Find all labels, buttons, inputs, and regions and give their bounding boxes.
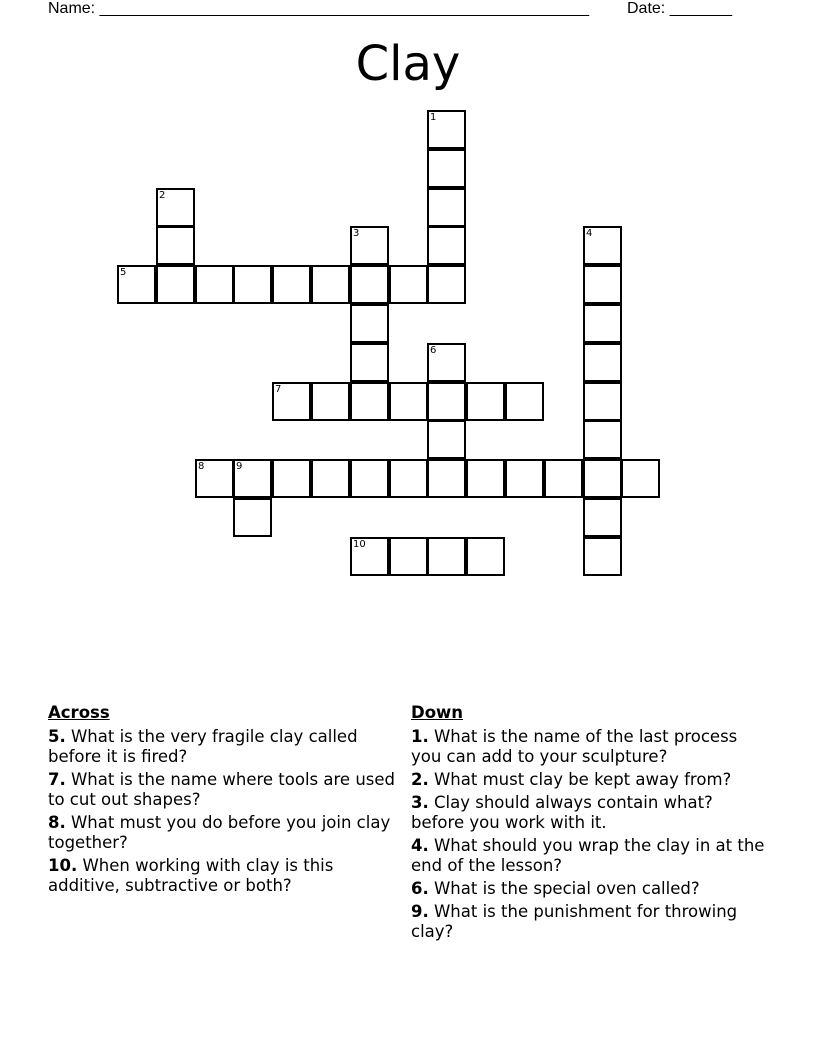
down-clue-list <box>411 727 771 942</box>
crossword-cell[interactable] <box>466 459 505 498</box>
across-clue-list <box>48 727 398 896</box>
down-heading: Down <box>411 703 464 722</box>
clue-text: What is the very fragile clay called before it is fired? <box>48 727 358 766</box>
down-clues <box>411 703 771 945</box>
crossword-cell[interactable] <box>427 226 466 265</box>
crossword-cell[interactable] <box>350 382 389 421</box>
crossword-cell[interactable] <box>311 459 350 498</box>
clue-number-label: 2. <box>411 770 429 789</box>
crossword-cell[interactable] <box>389 382 428 421</box>
crossword-cell[interactable] <box>117 265 156 304</box>
crossword-cell[interactable] <box>427 382 466 421</box>
crossword-cell[interactable] <box>583 343 622 382</box>
clue-text: Clay should always contain what? before you work with it. <box>411 793 713 832</box>
crossword-cell[interactable] <box>427 149 466 188</box>
clue-number-label: 8. <box>48 813 66 832</box>
crossword-cell[interactable] <box>156 188 195 227</box>
crossword-cell[interactable] <box>233 498 272 537</box>
crossword-cell[interactable] <box>350 304 389 343</box>
crossword-cell[interactable] <box>389 265 428 304</box>
crossword-cell[interactable] <box>427 459 466 498</box>
clue-item <box>48 856 398 896</box>
clue-item <box>411 793 771 833</box>
crossword-cell[interactable] <box>544 459 583 498</box>
clue-item <box>411 770 771 790</box>
clue-number-label: 3. <box>411 793 429 812</box>
clue-number: 1 <box>430 112 437 123</box>
clue-text: What must you do before you join clay together? <box>48 813 391 852</box>
clue-number-label: 7. <box>48 770 66 789</box>
crossword-cell[interactable] <box>272 382 311 421</box>
crossword-cell[interactable] <box>621 459 660 498</box>
clue-item <box>48 727 398 767</box>
name-field[interactable]: Name: _______________________________________________________ <box>48 0 589 17</box>
crossword-cell[interactable] <box>233 265 272 304</box>
clue-text: What should you wrap the clay in at the end of the lesson? <box>411 836 765 875</box>
clue-number: 8 <box>198 461 205 472</box>
crossword-cell[interactable] <box>427 343 466 382</box>
crossword-cell[interactable] <box>427 265 466 304</box>
clue-item <box>411 902 771 942</box>
crossword-cell[interactable] <box>466 537 505 576</box>
clue-item <box>411 727 771 767</box>
clue-item <box>48 770 398 810</box>
clue-number: 7 <box>275 384 282 395</box>
clue-number-label: 10. <box>48 856 78 875</box>
crossword-cell[interactable] <box>583 265 622 304</box>
crossword-cell[interactable] <box>583 498 622 537</box>
clue-number: 2 <box>159 190 166 201</box>
clue-number: 4 <box>586 228 593 239</box>
clue-item <box>411 879 771 899</box>
crossword-cell[interactable] <box>427 420 466 459</box>
clue-number-label: 5. <box>48 727 66 746</box>
crossword-cell[interactable] <box>583 537 622 576</box>
clue-text: What is the name of the last process you can add to your sculpture? <box>411 727 738 766</box>
crossword-cell[interactable] <box>272 459 311 498</box>
across-clues <box>48 703 398 899</box>
crossword-cell[interactable] <box>389 537 428 576</box>
crossword-cell[interactable] <box>156 226 195 265</box>
clue-text: When working with clay is this additive, subtractive or both? <box>48 856 334 895</box>
crossword-cell[interactable] <box>427 110 466 149</box>
crossword-cell[interactable] <box>505 382 544 421</box>
crossword-cell[interactable] <box>272 265 311 304</box>
clue-text: What is the punishment for throwing clay? <box>411 902 738 941</box>
crossword-cell[interactable] <box>233 459 272 498</box>
clue-number-label: 4. <box>411 836 429 855</box>
clue-number: 10 <box>353 539 366 550</box>
crossword-cell[interactable] <box>350 226 389 265</box>
clue-number: 9 <box>236 461 243 472</box>
crossword-cell[interactable] <box>389 459 428 498</box>
date-field[interactable]: Date: _______ <box>627 0 732 17</box>
crossword-cell[interactable] <box>583 459 622 498</box>
clue-text: What is the name where tools are used to cut out shapes? <box>48 770 395 809</box>
crossword-cell[interactable] <box>350 459 389 498</box>
crossword-cell[interactable] <box>427 188 466 227</box>
crossword-cell[interactable] <box>583 226 622 265</box>
clue-number-label: 9. <box>411 902 429 921</box>
clue-number: 3 <box>353 228 360 239</box>
crossword-cell[interactable] <box>466 382 505 421</box>
crossword-cell[interactable] <box>195 265 234 304</box>
crossword-cell[interactable] <box>583 304 622 343</box>
crossword-cell[interactable] <box>156 265 195 304</box>
crossword-cell[interactable] <box>583 420 622 459</box>
clue-number-label: 1. <box>411 727 429 746</box>
crossword-cell[interactable] <box>350 265 389 304</box>
clue-item <box>411 836 771 876</box>
crossword-cell[interactable] <box>505 459 544 498</box>
page-title: Clay <box>355 36 461 92</box>
clue-number: 6 <box>430 345 437 356</box>
across-heading: Across <box>48 703 110 722</box>
crossword-cell[interactable] <box>350 343 389 382</box>
crossword-cell[interactable] <box>350 537 389 576</box>
crossword-cell[interactable] <box>311 382 350 421</box>
clue-number: 5 <box>120 267 127 278</box>
crossword-cell[interactable] <box>427 537 466 576</box>
clue-text: What must clay be kept away from? <box>428 770 732 789</box>
clue-text: What is the special oven called? <box>428 879 700 898</box>
clue-item <box>48 813 398 853</box>
crossword-cell[interactable] <box>583 382 622 421</box>
crossword-cell[interactable] <box>195 459 234 498</box>
crossword-cell[interactable] <box>311 265 350 304</box>
clue-number-label: 6. <box>411 879 429 898</box>
